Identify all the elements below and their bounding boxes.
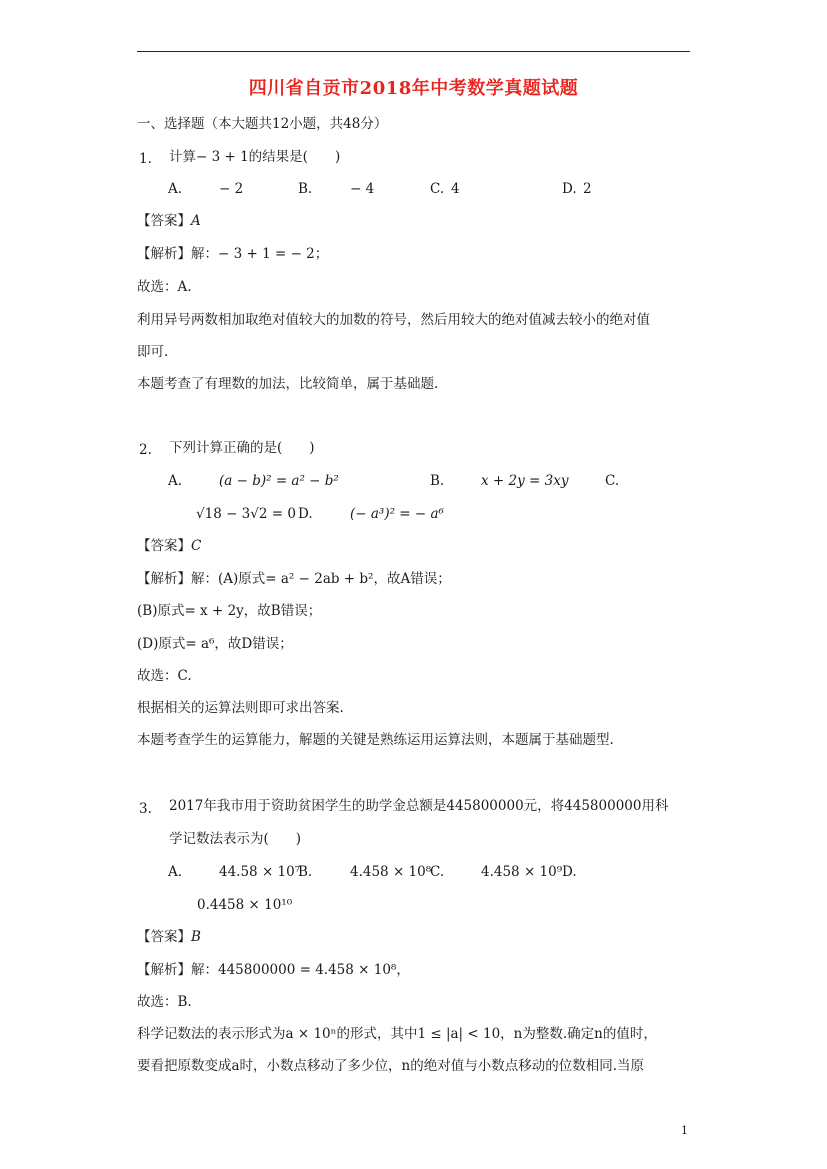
q1-analysis [137,245,328,263]
q3-stem-1: 2017年我市用于资助贫困学生的助学金总额是445800000元，将445800000用科 [169,798,669,814]
q3-answer [137,928,201,946]
q1-option-b-value: − 4 [350,181,375,197]
q1-note1b: 即可. [137,344,169,360]
q3-note1: 科学记数法的表示形式为a × 10ⁿ的形式，其中1 ≤ |a| < 10，n为整数.确定n的值时， [137,1026,657,1042]
section-heading: 一、选择题（本大题共12小题，共48分） [137,116,388,132]
q1-option-c-label: C. [430,181,445,197]
q3-option-b-value: 4.458 × 10⁸ [350,864,432,880]
q1-option-b-label: B. [298,181,313,197]
q3-analysis-label: 【解析】 [137,962,191,978]
q1-option-a-value: − 2 [219,181,244,197]
q1-analysis-label: 【解析】 [137,246,191,262]
q1-stem: 计算− 3 + 1的结果是( ) [169,149,341,165]
q2-answer-value: C [191,538,202,554]
q2-option-b-value: x + 2y = 3xy [481,473,569,489]
q2-analysis-label: 【解析】 [137,571,191,587]
header-rule [137,51,690,52]
q1-choice: 故选：A. [137,279,192,295]
q2-option-d-label: D. [298,506,313,522]
q1-analysis-text: 解：− 3 + 1 = − 2； [191,246,329,262]
q1-note2: 本题考查了有理数的加法，比较简单，属于基础题. [137,376,439,392]
q3-stem-2: 学记数法表示为( ) [169,831,302,847]
q2-option-a-value: (a − b)² = a² − b² [219,473,339,489]
q2-answer [137,537,201,555]
q3-analysis [137,961,410,979]
q3-answer-label: 【答案】 [137,929,191,945]
q2-analysis [137,570,451,588]
q2-option-a-label: A. [168,473,183,489]
q2-note1: 根据相关的运算法则即可求出答案. [137,700,344,716]
q2-answer-label: 【答案】 [137,538,191,554]
q2-option-c-label: C. [605,473,620,489]
q3-answer-value: B [191,929,201,945]
q1-answer-label: 【答案】 [137,213,191,229]
q2-option-d-value: (− a³)² = − a⁶ [350,506,444,522]
q3-number: 3. [139,801,152,817]
q3-option-a-value: 44.58 × 10⁷ [219,864,301,880]
q2-analysis-3: (D)原式= a⁶，故D错误； [137,636,293,652]
q1-number: 1. [139,151,152,167]
q1-option-a-label: A. [168,181,183,197]
q3-option-d-value: 0.4458 × 10¹⁰ [197,897,293,913]
page-title: 四川省自贡市2018年中考数学真题试题 [248,78,579,99]
q2-note2: 本题考查学生的运算能力，解题的关键是熟练运用运算法则，本题属于基础题型. [137,732,614,748]
q3-analysis-text: 解：445800000 = 4.458 × 10⁸， [191,962,410,978]
q1-option-d-value: 2 [583,181,592,197]
q2-option-c-value: √18 − 3√2 = 0 [196,506,296,522]
q2-analysis-2: (B)原式= x + 2y，故B错误； [137,603,322,619]
q3-option-d-label: D. [562,864,577,880]
q2-analysis-text-1: 解：(A)原式= a² − 2ab + b²，故A错误； [191,571,451,587]
q2-stem: 下列计算正确的是( ) [169,440,315,456]
page-number: 1 [681,1124,688,1137]
q3-option-c-value: 4.458 × 10⁹ [481,864,563,880]
q2-choice: 故选：C. [137,668,192,684]
q3-option-a-label: A. [168,864,183,880]
q1-option-d-label: D. [562,181,577,197]
q2-option-b-label: B. [430,473,445,489]
q2-number: 2. [139,442,152,458]
q1-option-c-value: 4 [451,181,460,197]
q3-option-b-label: B. [298,864,313,880]
q3-option-c-label: C. [430,864,445,880]
q3-choice: 故选：B. [137,994,192,1010]
q3-note2: 要看把原数变成a时，小数点移动了多少位，n的绝对值与小数点移动的位数相同.当原 [137,1058,645,1074]
q1-answer-value: A [191,213,201,229]
q1-note1: 利用异号两数相加取绝对值较大的加数的符号，然后用较大的绝对值减去较小的绝对值 [137,312,650,328]
q1-answer [137,212,201,230]
